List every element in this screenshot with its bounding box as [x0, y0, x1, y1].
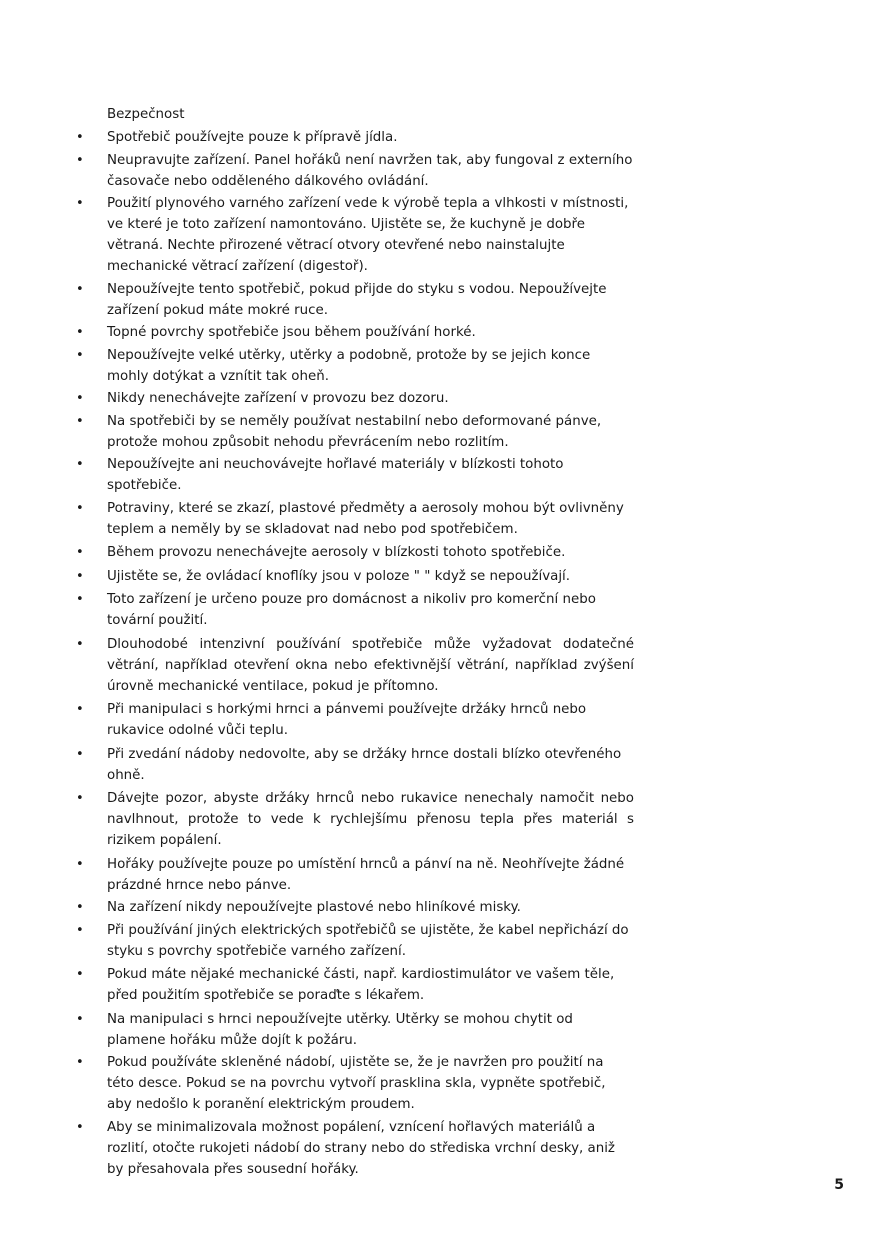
list-item: [74, 920, 634, 962]
bullet-icon: •: [76, 900, 84, 915]
list-item: [74, 454, 634, 496]
list-item-text: Nepoužívejte ani neuchovávejte hořlavé materiály v blízkosti tohoto spotřebiče.: [107, 457, 564, 493]
bullet-icon: •: [76, 196, 84, 211]
list-item: [74, 589, 634, 631]
list-item: [74, 964, 634, 1006]
list-item: [74, 345, 634, 387]
list-item-text: Pokud máte nějaké mechanické části, např. kardiostimulátor ve vašem těle, před použitím spotřebiče se poraďte s lékařem.: [107, 967, 615, 1003]
list-item-text: Během provozu nenechávejte aerosoly v blízkosti tohoto spotřebiče.: [107, 545, 566, 560]
list-item-text: Při používání jiných elektrických spotřebičů se ujistěte, že kabel nepřichází do styku s povrchy spotřebiče varného zařízení.: [107, 922, 629, 959]
list-item-text: Na manipulaci s hrnci nepoužívejte utěrky. Utěrky se mohou chytit od plamene hořáku může dojít k požáru.: [107, 1011, 573, 1048]
list-item-text: Topné povrchy spotřebiče jsou během používání horké.: [107, 325, 476, 340]
list-item: [74, 699, 634, 741]
list-item: [74, 566, 634, 587]
list-item: [74, 411, 634, 453]
list-item-text: Neupravujte zařízení. Panel hořáků není navržen tak, aby fungoval z externího časovače nebo odděleného dálkového ovládání.: [107, 152, 633, 189]
list-item-text: Spotřebič používejte pouze k přípravě jídla.: [107, 130, 398, 145]
list-item-text: Ujistěte se, že ovládací knoflíky jsou v poloze " " když se nepoužívají.: [107, 568, 571, 584]
list-item: [74, 498, 634, 540]
list-item: [74, 388, 634, 409]
list-item-text: Na spotřebiči by se neměly používat nestabilní nebo deformované pánve, protože mohou způsobit nehodu převrácením nebo rozlitím.: [107, 413, 602, 450]
document-body: [74, 104, 634, 1181]
list-item: [74, 854, 634, 896]
bullet-icon: •: [76, 325, 84, 340]
safety-list: [74, 127, 634, 1180]
page-number: 5: [834, 1177, 844, 1193]
bullet-icon: •: [76, 1011, 84, 1027]
list-item: [74, 634, 634, 697]
section-heading: Bezpečnost: [107, 107, 185, 122]
list-item-text: Aby se minimalizovala možnost popálení, vznícení hořlavých materiálů a rozlití, otočte rukojeti nádobí do strany nebo do střediska vrchní desky, aniž by přesahovala přes sousední hořáky.: [107, 1119, 615, 1177]
bullet-icon: •: [76, 922, 84, 938]
list-item-text: Dávejte pozor, abyste držáky hrnců nebo rukavice nenechaly namočit nebo navlhnout, protože to vede k rychlejšímu přenosu tepla přes materiál s rizikem popálení.: [107, 791, 634, 848]
bullet-icon: •: [76, 347, 84, 363]
bullet-icon: •: [76, 592, 84, 607]
bullet-icon: •: [76, 967, 84, 982]
list-item: [74, 279, 634, 321]
bullet-icon: •: [76, 413, 84, 429]
list-item: [74, 744, 634, 786]
list-item: [74, 322, 634, 343]
bullet-icon: •: [76, 568, 84, 584]
list-item-text: Dlouhodobé intenzivní používání spotřebiče může vyžadovat dodatečné větrání, například otevření okna nebo efektivnější větrání, například zvýšení úrovně mechanické ventilace, pokud je přítomno.: [107, 636, 634, 694]
list-item: [74, 788, 634, 851]
bullet-icon: •: [76, 391, 84, 406]
bullet-icon: •: [76, 636, 84, 652]
list-item-text: Pokud používáte skleněné nádobí, ujistěte se, že je navržen pro použití na této desce. Pokud se na povrchu vytvoří prasklina skla, vypněte spotřebič, aby nedošlo k poranění elektrickým proudem.: [107, 1055, 606, 1112]
list-item-text: Nepoužívejte tento spotřebič, pokud přijde do styku s vodou. Nepoužívejte zařízení pokud máte mokré ruce.: [107, 281, 607, 318]
bullet-icon: •: [76, 457, 84, 472]
bullet-icon: •: [76, 1055, 84, 1070]
list-item: [74, 1117, 634, 1180]
list-item-text: Hořáky používejte pouze po umístění hrnců a pánví na ně. Neohřívejte žádné prázdné hrnce nebo pánve.: [107, 856, 625, 893]
bullet-icon: •: [76, 746, 84, 762]
bullet-icon: •: [76, 281, 84, 297]
list-item: [74, 150, 634, 192]
list-item: [74, 542, 634, 563]
bullet-icon: •: [76, 152, 84, 168]
bullet-icon: •: [76, 791, 84, 806]
bullet-icon: •: [76, 545, 84, 560]
list-item-text: Nikdy nenechávejte zařízení v provozu bez dozoru.: [107, 391, 449, 406]
list-item: [74, 897, 634, 918]
list-item: [74, 193, 634, 277]
bullet-icon: •: [76, 1119, 84, 1135]
bullet-icon: •: [76, 702, 84, 717]
list-item-text: Nepoužívejte velké utěrky, utěrky a podobně, protože by se jejich konce mohly dotýkat a vznítit tak oheň.: [107, 347, 591, 384]
list-item: [74, 1009, 634, 1051]
list-item-text: Použití plynového varného zařízení vede k výrobě tepla a vlhkosti v místnosti, ve které je toto zařízení namontováno. Ujistěte se, že kuchyně je dobře větraná. Nechte přirozené větrací otvory otevřené nebo nainstalujte mechanické větrací zařízení (digestoř).: [107, 196, 629, 274]
list-item-text: Při manipulaci s horkými hrnci a pánvemi používejte držáky hrnců nebo rukavice odolné vůči teplu.: [107, 702, 587, 738]
bullet-icon: •: [76, 130, 84, 145]
list-item: [74, 127, 634, 148]
list-item: [74, 1052, 634, 1115]
list-item-text: Při zvedání nádoby nedovolte, aby se držáky hrnce dostali blízko otevřeného ohně.: [107, 746, 622, 783]
list-item-text: Potraviny, které se zkazí, plastové předměty a aerosoly mohou být ovlivněny teplem a neměly by se skladovat nad nebo pod spotřebičem.: [107, 500, 624, 537]
bullet-icon: •: [76, 500, 84, 516]
list-item-text: Toto zařízení je určeno pouze pro domácnost a nikoliv pro komerční nebo tovární použití.: [107, 592, 596, 628]
bullet-icon: •: [76, 856, 84, 872]
list-item-text: Na zařízení nikdy nepoužívejte plastové nebo hliníkové misky.: [107, 900, 521, 915]
